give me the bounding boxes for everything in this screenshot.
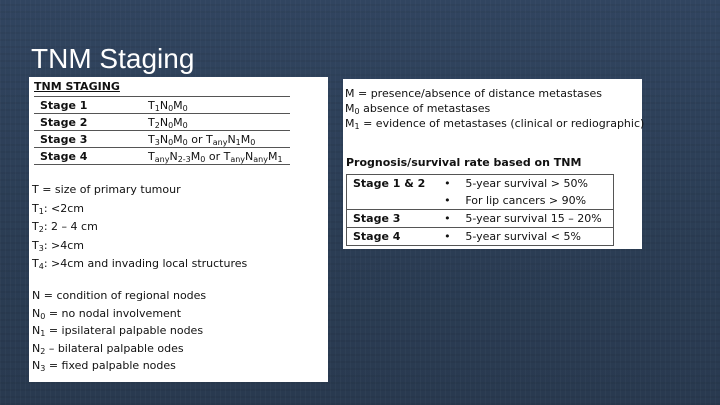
metastasis-prognosis-panel: [343, 79, 645, 249]
prognosis-stage: Stage 3: [347, 210, 432, 228]
m-definition-line: M = presence/absence of distance metastases: [345, 87, 602, 100]
prognosis-row: [347, 175, 614, 193]
stage-tnm: $T_1N_0M_0$: [142, 97, 290, 114]
n-definition-line: $N_0$ = no nodal involvement: [32, 306, 182, 321]
tnm-staging-heading: TNM STAGING: [34, 80, 120, 93]
stage-row: [34, 131, 290, 148]
stage-tnm: $T_3N_0M_0$ or $T_{any}N_1M_0$: [142, 131, 290, 148]
stage-tnm: $T_2N_0M_0$: [142, 114, 290, 131]
prognosis-stage: Stage 4: [347, 228, 432, 246]
prognosis-row: [347, 210, 614, 228]
prognosis-survival: For lip cancers > 90%: [465, 194, 587, 207]
bullet-icon: •: [431, 228, 459, 246]
stage-row: [34, 148, 290, 165]
stage-tnm: $T_{any}N_{2-3}M_0$ or $T_{any}N_{any}M_1$: [142, 148, 290, 165]
t-definition-line: $T_4$: >4cm and invading local structures: [32, 257, 248, 271]
m-definition-line: $M_0$ absence of metastases: [345, 102, 491, 116]
tnm-staging-panel: [29, 77, 328, 382]
t-definition-line: T = size of primary tumour: [32, 183, 181, 196]
stage-row: [34, 114, 290, 131]
t-definition-line: $T_3$: >4cm: [32, 238, 85, 253]
prognosis-stage: [347, 192, 432, 210]
prognosis-heading: Prognosis/survival rate based on TNM: [346, 156, 582, 169]
prognosis-survival: 5-year survival 15 – 20%: [459, 210, 613, 228]
stage-table: [34, 96, 290, 165]
n-definition-line: $N_2$ – bilateral palpable odes: [32, 341, 184, 356]
stage-label: Stage 3: [34, 131, 142, 148]
t-definition-line: $T_1$: <2cm: [32, 201, 85, 216]
t-definition-line: $T_2$: 2 – 4 cm: [32, 220, 98, 234]
slide-title: TNM Staging: [31, 43, 195, 74]
prognosis-survival: 5-year survival < 5%: [459, 228, 613, 246]
stage-row: [34, 97, 290, 114]
n-definition-line: N = condition of regional nodes: [32, 289, 207, 302]
prognosis-row: [347, 192, 614, 210]
stage-label: Stage 4: [34, 148, 142, 165]
prognosis-stage: Stage 1 & 2: [353, 177, 426, 190]
bullet-icon: •: [431, 210, 459, 228]
stage-label: Stage 2: [34, 114, 142, 131]
n-definition-line: $N_1$ = ipsilateral palpable nodes: [32, 324, 204, 338]
prognosis-table: [346, 174, 614, 246]
prognosis-survival: 5-year survival > 50%: [465, 177, 588, 190]
bullet-icon: •: [444, 194, 451, 207]
stage-label: Stage 1: [34, 97, 142, 114]
bullet-icon: •: [444, 177, 451, 190]
n-definition-line: $N_3$ = fixed palpable nodes: [32, 359, 176, 373]
m-definition-line: $M_1$ = evidence of metastases (clinical or rediographic): [345, 117, 645, 131]
prognosis-row: [347, 228, 614, 246]
